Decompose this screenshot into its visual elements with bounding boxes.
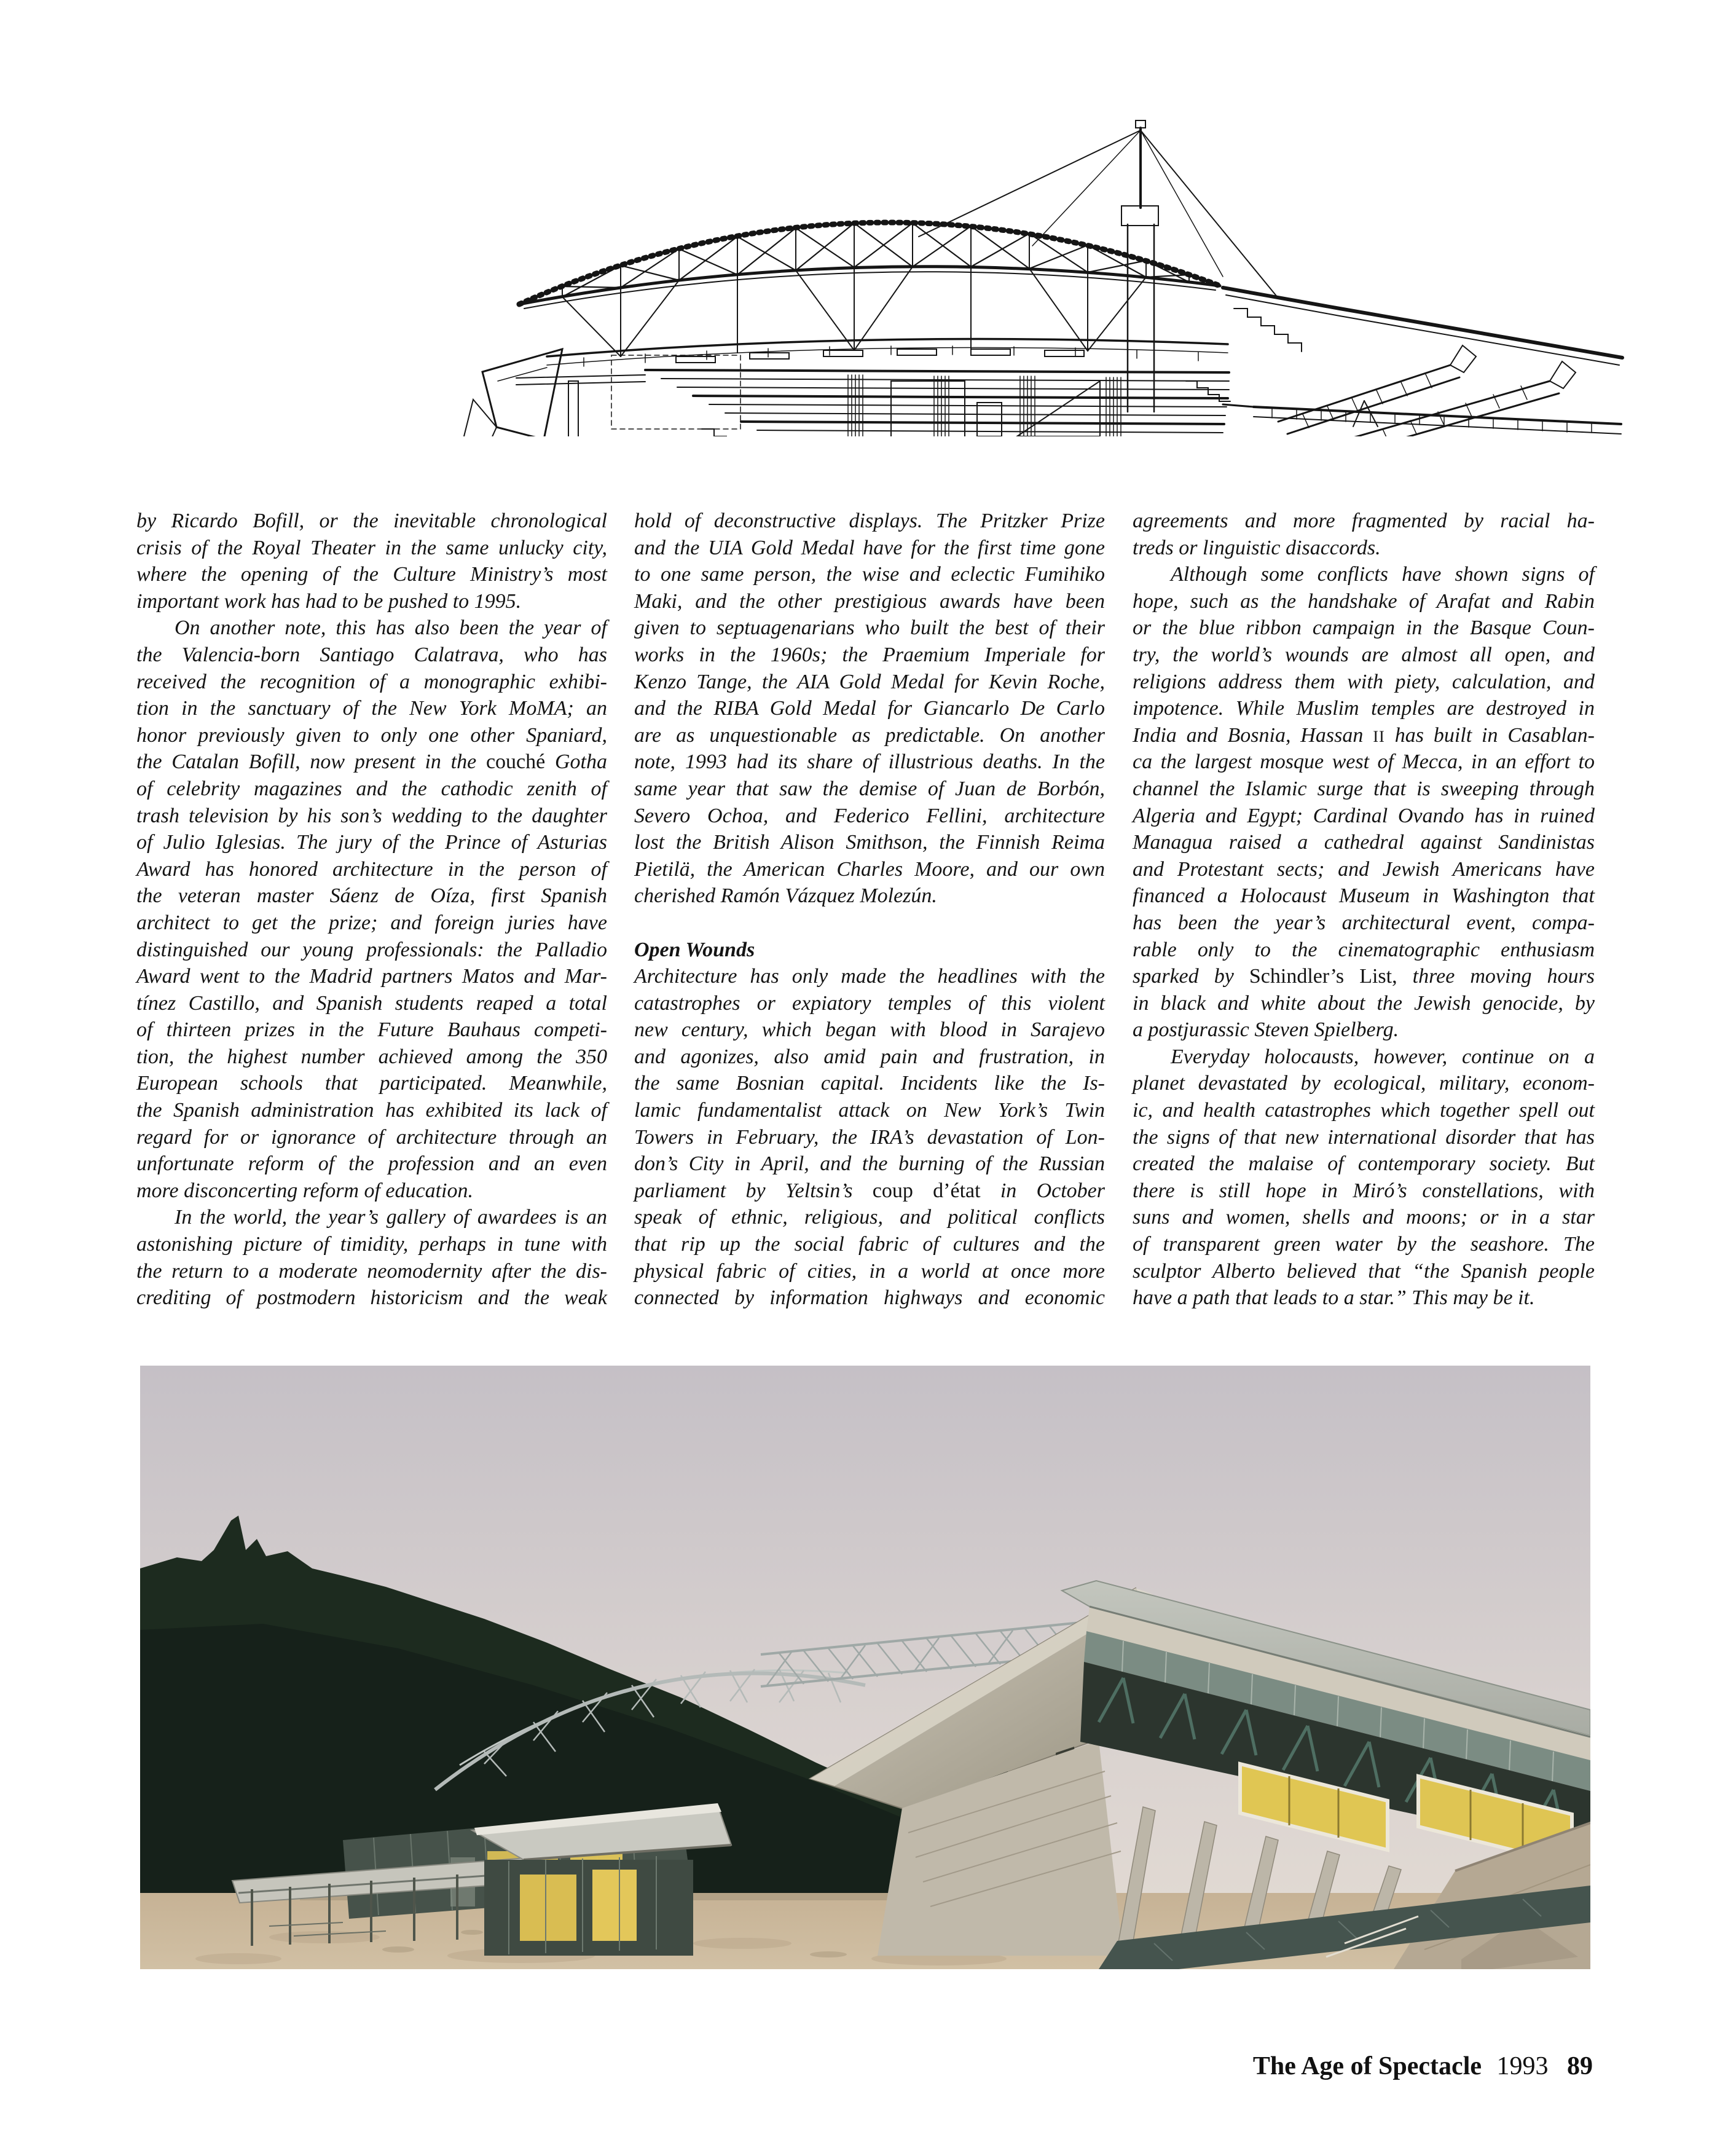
text-line: received the recognition of a monographic exhibi- xyxy=(136,670,607,693)
text-line: honor previously given to only one other Spaniard, xyxy=(136,723,607,747)
text-line: rable only to the cinematographic enthusiasm xyxy=(1133,938,1595,961)
text-line: hold of deconstructive displays. The Pritzker Prize xyxy=(634,509,1105,532)
text-line: and the RIBA Gold Medal for Giancarlo De Carlo xyxy=(634,697,1105,720)
text-line: the Spanish administration has exhibited its lack of xyxy=(136,1099,607,1122)
article-columns xyxy=(0,508,1736,1331)
text-line: given to septuagenarians who built the best of their xyxy=(634,616,1105,640)
text-line: new century, which began with blood in Sarajevo xyxy=(634,1018,1105,1042)
text-line: of Julio Iglesias. The jury of the Prince of Asturias xyxy=(136,831,607,854)
text-line: by Ricardo Bofill, or the inevitable chronological xyxy=(136,509,607,532)
text-line: created the malaise of contemporary society. But xyxy=(1133,1152,1595,1176)
text-line: Award went to the Madrid partners Matos and Mar- xyxy=(136,965,607,988)
stadium-section-drawing xyxy=(461,92,1628,436)
text-line: agreements and more fragmented by racial ha- xyxy=(1133,509,1595,532)
text-line: where the opening of the Culture Ministry’s most xyxy=(136,563,607,586)
text-line: important work has had to be pushed to 1995. xyxy=(136,589,522,613)
text-line: connected by information highways and economic xyxy=(634,1286,1105,1310)
text-line: hope, such as the handshake of Arafat and Rabin xyxy=(1133,589,1595,613)
text-line: India and Bosnia, Hassan II has built in Casablan- xyxy=(1133,723,1595,747)
text-line: sparked by Schindler’s List, three moving hours xyxy=(1133,965,1595,988)
footer-title: The Age of Spectacle xyxy=(1252,2052,1482,2080)
text-line: parliament by Yeltsin’s coup d’état in October xyxy=(634,1179,1105,1202)
text-line: Although some conflicts have shown signs of xyxy=(1171,563,1595,586)
text-line: same year that saw the demise of Juan de Borbón, xyxy=(634,777,1105,800)
text-line: On another note, this has also been the year of xyxy=(175,616,607,640)
text-line: works in the 1960s; the Praemium Imperiale for xyxy=(634,643,1105,666)
text-line: of celebrity magazines and the cathodic zenith of xyxy=(136,777,607,800)
text-line: European schools that participated. Meanwhile, xyxy=(136,1072,607,1095)
text-line: Severo Ochoa, and Federico Fellini, architecture xyxy=(634,804,1105,827)
text-line: in black and white about the Jewish genocide, by xyxy=(1133,991,1595,1015)
text-line: trash television by his son’s wedding to the daughter xyxy=(136,804,607,827)
text-line: more disconcerting reform of education. xyxy=(136,1179,474,1202)
text-line: the signs of that new international disorder that has xyxy=(1133,1125,1595,1149)
text-line: suns and women, shells and moons; or in a star xyxy=(1133,1206,1595,1229)
text-line: planet devastated by ecological, military, econom- xyxy=(1133,1072,1595,1095)
text-line: regard for or ignorance of architecture through an xyxy=(136,1125,607,1149)
text-line: the same Bosnian capital. Incidents like the Is- xyxy=(634,1072,1105,1095)
text-line: there is still hope in Miró’s constellations, with xyxy=(1133,1179,1595,1202)
text-line: Pietilä, the American Charles Moore, and our own xyxy=(634,857,1105,881)
text-line: has been the year’s architectural event, compa- xyxy=(1133,911,1595,934)
text-line: physical fabric of cities, in a world at once more xyxy=(634,1259,1105,1283)
text-line: architect to get the prize; and foreign juries have xyxy=(136,911,607,934)
footer-year: 1993 xyxy=(1496,2052,1549,2080)
text-line: have a path that leads to a star.” This may be it. xyxy=(1133,1286,1535,1310)
text-line: Architecture has only made the headlines with the xyxy=(634,965,1105,988)
text-line: don’s City in April, and the burning of the Russian xyxy=(634,1152,1105,1176)
text-line: religions address them with piety, calculation, and xyxy=(1133,670,1595,693)
text-line: channel the Islamic surge that is sweeping through xyxy=(1133,777,1595,800)
text-line: to one same person, the wise and eclectic Fumihiko xyxy=(634,563,1105,586)
text-line: of thirteen prizes in the Future Bauhaus competi- xyxy=(136,1018,607,1042)
text-line: ic, and health catastrophes which together spell out xyxy=(1133,1099,1595,1122)
text-line: and the UIA Gold Medal have for the first time gone xyxy=(634,536,1105,559)
text-line: are as unquestionable as predictable. On another xyxy=(634,723,1105,747)
blank-line xyxy=(634,910,1105,937)
text-line: treds or linguistic disaccords. xyxy=(1133,536,1381,559)
text-line: or the blue ribbon campaign in the Basque Coun- xyxy=(1133,616,1595,640)
text-line: note, 1993 had its share of illustrious deaths. In the xyxy=(634,750,1105,774)
text-line: tion, the highest number achieved among the 350 xyxy=(136,1045,607,1068)
text-line: and agonizes, also amid pain and frustration, in xyxy=(634,1045,1105,1068)
text-line: speak of ethnic, religious, and political conflicts xyxy=(634,1206,1105,1229)
text-line: the return to a moderate neomodernity after the dis- xyxy=(136,1259,607,1283)
text-line: distinguished our young professionals: the Palladio xyxy=(136,938,607,961)
article-column-3 xyxy=(1133,508,1595,1312)
text-line: Maki, and the other prestigious awards have been xyxy=(634,589,1105,613)
text-line: Award has honored architecture in the person of xyxy=(136,857,607,881)
text-line: that rip up the social fabric of cultures and the xyxy=(634,1233,1105,1256)
text-line: Managua raised a cathedral against Sandinistas xyxy=(1133,831,1595,854)
text-line: lamic fundamentalist attack on New York’s Twin xyxy=(634,1099,1105,1122)
text-line: tion in the sanctuary of the New York MoMA; an xyxy=(136,697,607,720)
text-line: Kenzo Tange, the AIA Gold Medal for Kevin Roche, xyxy=(634,670,1105,693)
stadium-photo xyxy=(140,1366,1590,1969)
text-line: Towers in February, the IRA’s devastation of Lon- xyxy=(634,1125,1105,1149)
text-line: of transparent green water by the seashore. The xyxy=(1133,1233,1595,1256)
text-line: financed a Holocaust Museum in Washington that xyxy=(1133,884,1595,908)
text-line: crisis of the Royal Theater in the same unlucky city, xyxy=(136,536,607,559)
article-column-2 xyxy=(634,508,1105,1312)
text-line: the Catalan Bofill, now present in the couché Gotha xyxy=(136,750,607,774)
text-line: the Valencia-born Santiago Calatrava, who has xyxy=(136,643,607,666)
text-line: try, the world’s wounds are almost all open, and xyxy=(1133,643,1595,666)
article-column-1 xyxy=(136,508,607,1312)
text-line: Everyday holocausts, however, continue on a xyxy=(1171,1045,1595,1068)
page-footer xyxy=(1253,2052,1593,2081)
text-line: crediting of postmodern historicism and the weak xyxy=(136,1286,607,1310)
text-line: ca the largest mosque west of Mecca, in an effort to xyxy=(1133,750,1595,774)
text-line: In the world, the year’s gallery of awardees is an xyxy=(175,1206,607,1229)
text-line: Algeria and Egypt; Cardinal Ovando has in ruined xyxy=(1133,804,1595,827)
section-heading: Open Wounds xyxy=(634,938,755,961)
text-line: astonishing picture of timidity, perhaps in tune with xyxy=(136,1233,607,1256)
text-line: cherished Ramón Vázquez Molezún. xyxy=(634,884,937,908)
text-line: catastrophes or expiatory temples of this violent xyxy=(634,991,1105,1015)
text-line: and Protestant sects; and Jewish Americans have xyxy=(1133,857,1595,881)
text-line: a postjurassic Steven Spielberg. xyxy=(1133,1018,1399,1042)
text-line: impotence. While Muslim temples are destroyed in xyxy=(1133,697,1595,720)
text-line: sculptor Alberto believed that “the Spanish people xyxy=(1133,1259,1595,1283)
text-line: unfortunate reform of the profession and an even xyxy=(136,1152,607,1176)
text-line: the veteran master Sáenz de Oíza, first Spanish xyxy=(136,884,607,908)
text-line: lost the British Alison Smithson, the Finnish Reima xyxy=(634,831,1105,854)
text-line: tínez Castillo, and Spanish students reaped a total xyxy=(136,991,607,1015)
footer-page-number: 89 xyxy=(1567,2052,1593,2080)
